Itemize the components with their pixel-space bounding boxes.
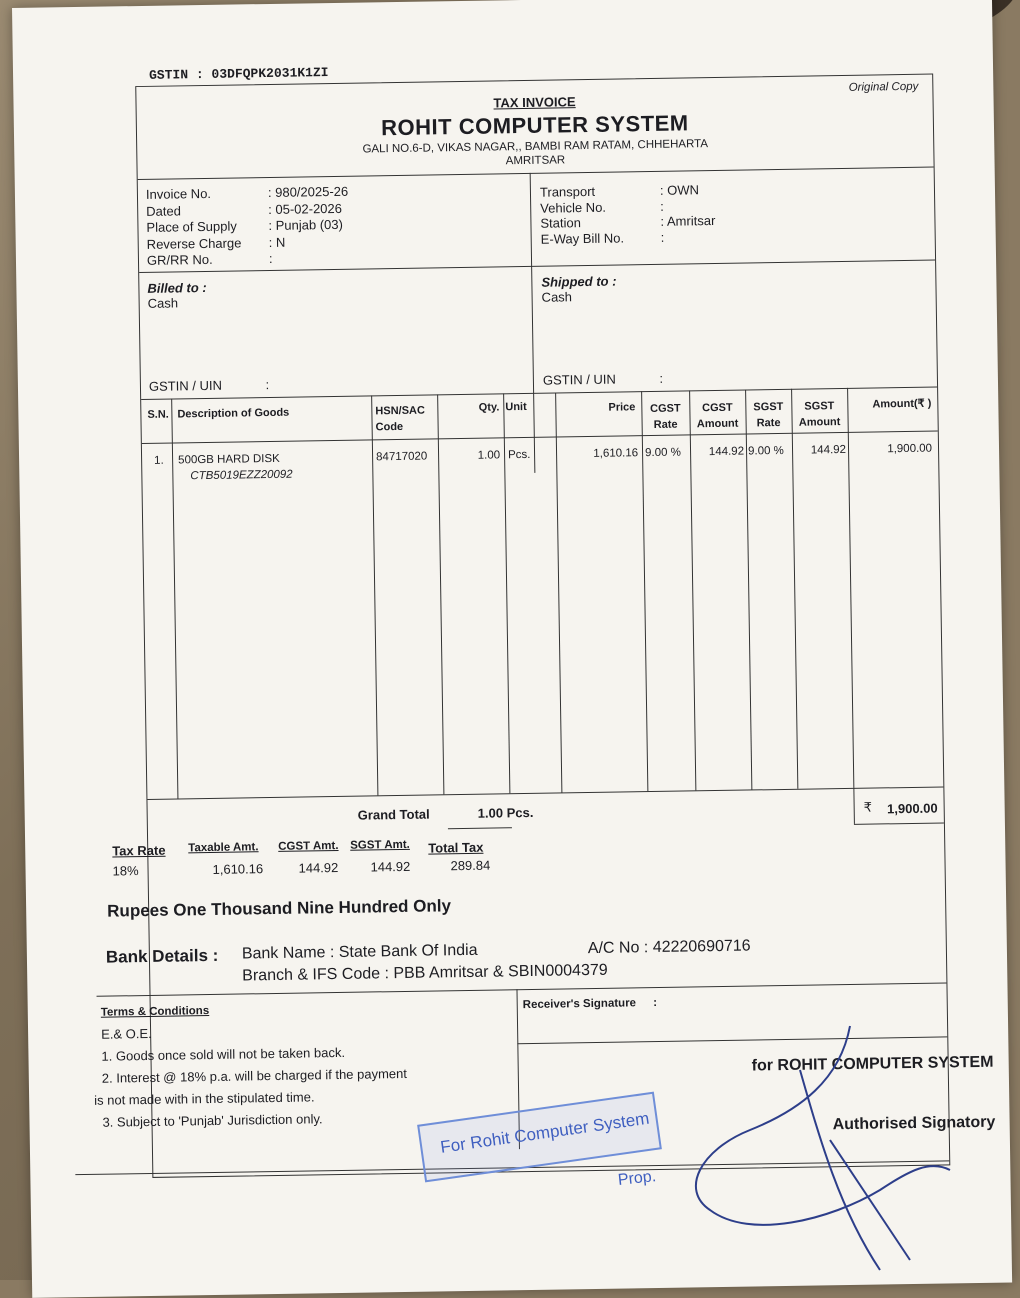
grand-total-qty: 1.00 Pcs. — [478, 805, 534, 821]
meta-row: Vehicle No. : — [540, 197, 715, 215]
row-cgst-amt: 144.92 — [690, 446, 744, 459]
row-sn: 1. — [154, 455, 164, 467]
invoice-frame — [135, 74, 950, 1178]
terms-line: E.& O.E. — [101, 1019, 406, 1046]
terms-line: is not made with in the stipulated time. — [94, 1085, 407, 1112]
gstin-line: GSTIN : 03DFQPK2031K1ZI — [149, 65, 329, 83]
row-hsn: 84717020 — [376, 451, 427, 464]
terms-title: Terms & Conditions — [101, 997, 406, 1024]
meta-left — [146, 184, 350, 270]
tax-head-total: Total Tax — [428, 840, 483, 856]
meta-row: Reverse Charge : N — [147, 233, 349, 253]
divider — [97, 982, 947, 996]
transport: OWN — [667, 182, 699, 197]
divider — [530, 173, 536, 473]
currency-symbol: ₹ — [864, 800, 873, 816]
meta-right — [540, 182, 716, 247]
col-sgst-rate: SGST Rate — [745, 399, 791, 432]
row-sgst-rate: 9.00 % — [748, 445, 784, 458]
col-hsn: HSN/SAC Code — [375, 403, 425, 436]
station: Amritsar — [667, 213, 716, 229]
grand-total-amount: 1,900.00 — [860, 801, 938, 817]
col-cgst-amt: CGST Amount — [689, 400, 745, 433]
gstin-label: GSTIN — [149, 67, 188, 83]
gstin-value: 03DFQPK2031K1ZI — [211, 65, 328, 82]
billed-to-label: Billed to — [147, 280, 199, 296]
row-sgst-amt: 144.92 — [792, 444, 846, 457]
terms-line: 3. Subject to 'Punjab' Jurisdiction only. — [102, 1107, 407, 1134]
doc-title: TAX INVOICE — [136, 89, 932, 117]
bank-account: A/C No : 42220690716 — [588, 938, 751, 959]
col-desc: Description of Goods — [177, 407, 289, 421]
cgst-amount: 144.92 — [298, 860, 338, 876]
sgst-amount: 144.92 — [370, 859, 410, 875]
billed-to-block: Billed to : Cash — [147, 280, 207, 311]
total-tax: 289.84 — [450, 858, 490, 874]
tax-rate: 18% — [112, 863, 138, 878]
meta-row: Transport : OWN — [540, 182, 715, 200]
tax-head-cgst: CGST Amt. — [278, 840, 338, 853]
terms-line: 2. Interest @ 18% p.a. will be charged if the payment — [102, 1063, 407, 1090]
col-unit: Unit — [505, 401, 527, 413]
shipped-to-label: Shipped to — [541, 274, 608, 290]
row-amount: 1,900.00 — [854, 443, 932, 456]
bank-label: Bank Details : — [106, 946, 219, 968]
meta-row: GR/RR No. : — [147, 250, 349, 270]
divider — [448, 827, 512, 829]
col-sgst-amt: SGST Amount — [791, 398, 847, 431]
amount-in-words: Rupees One Thousand Nine Hundred Only — [107, 896, 451, 921]
tax-head-taxable: Taxable Amt. — [188, 841, 258, 854]
for-company: for ROHIT COMPUTER SYSTEM — [752, 1054, 994, 1076]
authorised-signatory: Authorised Signatory — [833, 1114, 996, 1135]
divider — [147, 786, 943, 800]
terms-block — [101, 997, 408, 1134]
grand-total-label: Grand Total — [358, 807, 430, 823]
divider — [853, 788, 855, 824]
row-price: 1,610.16 — [562, 447, 638, 460]
terms-line: 1. Goods once sold will not be taken back. — [101, 1041, 406, 1068]
billed-to-name: Cash — [148, 295, 207, 311]
tax-head-rate: Tax Rate — [112, 843, 165, 859]
divider — [142, 431, 938, 445]
company-address: GALI NO.6-D, VIKAS NAGAR,, BAMBI RAM RATAM, CHHEHARTA — [137, 135, 933, 160]
divider — [854, 822, 944, 824]
meta-row: Dated : 05-02-2026 — [146, 200, 348, 220]
stamp-prop: Prop. — [617, 1168, 657, 1190]
company-city: AMRITSAR — [137, 149, 933, 174]
col-price: Price — [561, 401, 635, 414]
reverse-charge: N — [276, 234, 286, 249]
bank-branch: Branch & IFS Code : PBB Amritsar & SBIN0004379 — [242, 962, 608, 986]
billed-gstin: GSTIN / UIN : — [149, 377, 269, 394]
col-sn: S.N. — [147, 409, 169, 421]
taxable-amount: 1,610.16 — [212, 861, 263, 877]
copy-label: Original Copy — [849, 81, 919, 94]
tax-head-sgst: SGST Amt. — [350, 839, 410, 852]
col-cgst-rate: CGST Rate — [641, 400, 689, 433]
row-cgst-rate: 9.00 % — [645, 447, 681, 460]
invoice-no: 980/2025-26 — [275, 184, 348, 200]
meta-row: Station : Amritsar — [540, 213, 715, 231]
bank-name: Bank Name : State Bank Of India — [242, 942, 478, 964]
row-unit: Pcs. — [508, 449, 531, 461]
receiver-signature-label: Receiver's Signature : — [523, 997, 658, 1011]
meta-row: Invoice No. : 980/2025-26 — [146, 184, 348, 204]
stamp-text: For Rohit Computer System — [439, 1109, 650, 1158]
row-qty: 1.00 — [442, 449, 500, 462]
signature-scribble — [680, 1020, 960, 1280]
place-of-supply: Punjab (03) — [276, 217, 343, 233]
row-desc: 500GB HARD DISK — [178, 453, 280, 467]
company-name: ROHIT COMPUTER SYSTEM — [137, 107, 933, 145]
col-amount: Amount(₹ ) — [853, 397, 931, 411]
invoice-date: 05-02-2026 — [275, 200, 342, 216]
shipped-to-name: Cash — [541, 289, 616, 305]
row-serial: CTB5019EZZ20092 — [190, 469, 292, 483]
meta-row: E-Way Bill No. : — [541, 228, 716, 246]
col-qty: Qty. — [441, 401, 499, 414]
shipped-to-block: Shipped to : Cash — [541, 274, 617, 305]
shipped-gstin: GSTIN / UIN : — [543, 371, 663, 388]
meta-row: Place of Supply : Punjab (03) — [146, 217, 348, 237]
